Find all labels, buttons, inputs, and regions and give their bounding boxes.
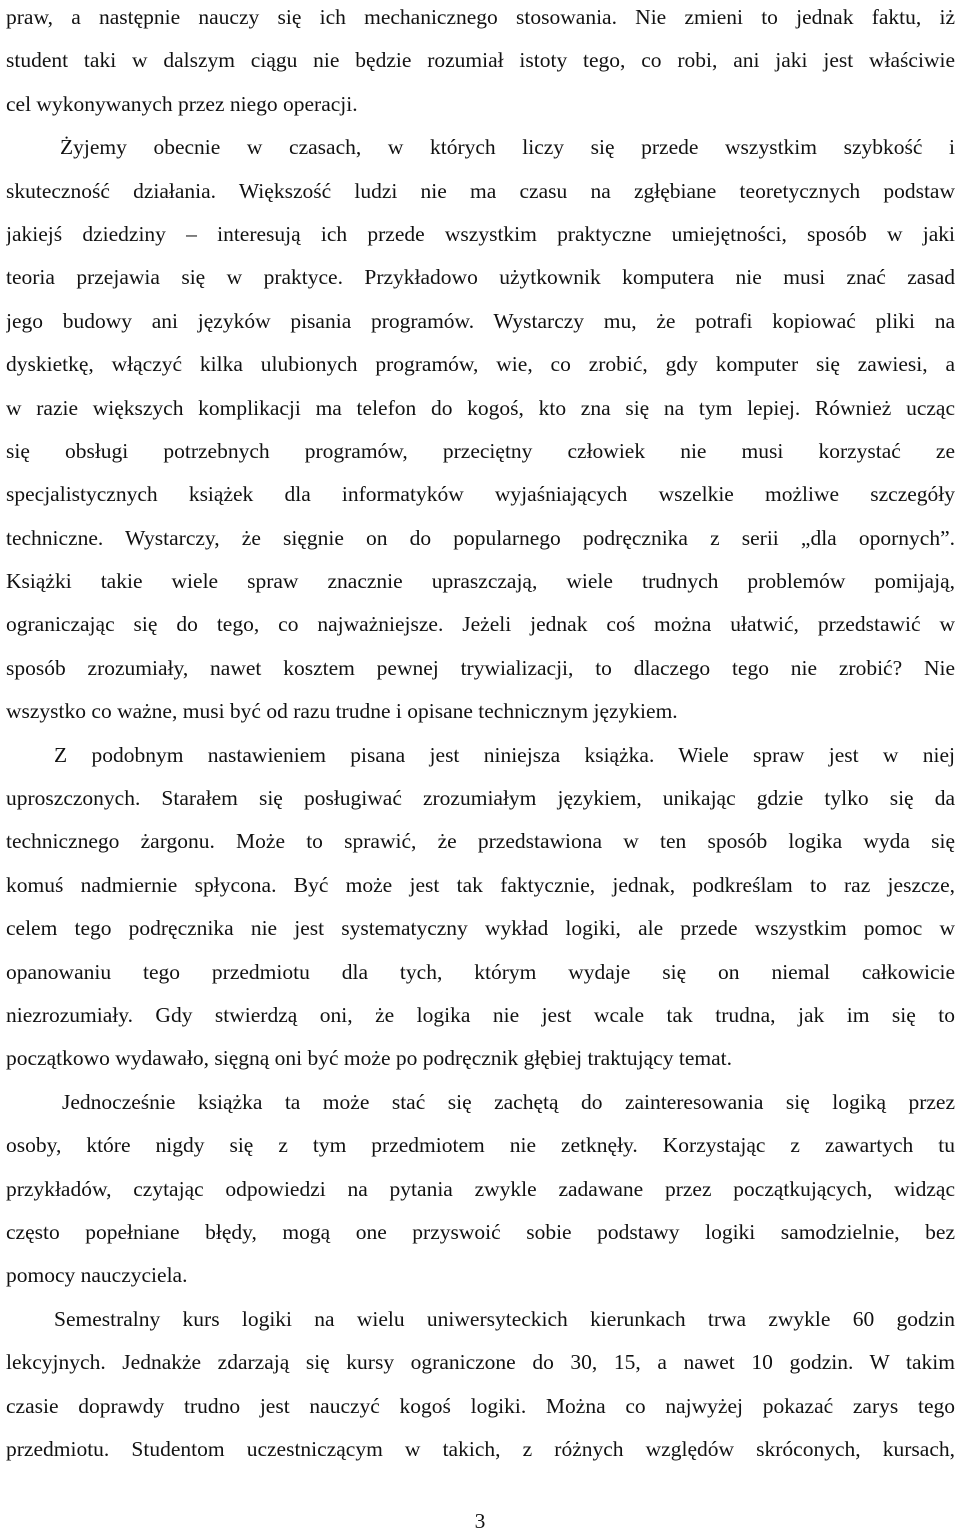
text-line: się obsługi potrzebnych programów, przeciętny człowiek nie musi korzystać ze (6, 438, 955, 463)
text-line: ograniczając się do tego, co najważniejsze. Jeżeli jednak coś można ułatwić, przedstawić w (6, 612, 955, 637)
text-line: opanowaniu tego przedmiotu dla tych, którym wydaje się on niemal całkowicie (6, 959, 955, 984)
text-line: osoby, które nigdy się z tym przedmiotem nie zetknęły. Korzystając z zawartych tu (6, 1133, 955, 1158)
text-line: przykładów, czytając odpowiedzi na pytania zwykle zadawane przez początkujących, widząc (6, 1176, 955, 1201)
text-line: lekcyjnych. Jednakże zdarzają się kursy ograniczone do 30, 15, a nawet 10 godzin. W takim (6, 1350, 955, 1375)
text-line: dyskietkę, włączyć kilka ulubionych programów, wie, co zrobić, gdy komputer się zawiesi, a (6, 352, 955, 377)
text-line: Semestralny kurs logiki na wielu uniwersyteckich kierunkach trwa zwykle 60 godzin (54, 1306, 955, 1331)
text-line: często popełniane błędy, mogą one przyswoić sobie podstawy logiki samodzielnie, bez (6, 1219, 955, 1244)
text-line: niezrozumiały. Gdy stwierdzą oni, że logika nie jest wcale tak trudna, jak im się to (6, 1002, 955, 1027)
text-line: jakiejś dziedziny – interesują ich przede wszystkim praktyczne umiejętności, sposób w jaki (6, 221, 955, 246)
text-line: student taki w dalszym ciągu nie będzie rozumiał istoty tego, co robi, ani jaki jest właściwie (6, 48, 955, 73)
text-line: przedmiotu. Studentom uczestniczącym w takich, z różnych względów skróconych, kursach, (6, 1436, 955, 1461)
text-line: Jednocześnie książka ta może stać się zachętą do zainteresowania się logiką przez (62, 1089, 955, 1114)
text-line: pomocy nauczyciela. (6, 1263, 188, 1288)
text-line: technicznego żargonu. Może to sprawić, że przedstawiona w ten sposób logika wyda się (6, 829, 955, 854)
text-line: wszystko co ważne, musi być od razu trudne i opisane technicznym językiem. (6, 699, 678, 724)
text-line: specjalistycznych książek dla informatyków wyjaśniających wszelkie możliwe szczegóły (6, 482, 955, 507)
text-line: techniczne. Wystarczy, że sięgnie on do popularnego podręcznika z serii „dla opornych”. (6, 525, 955, 550)
text-line: komuś nadmiernie spłycona. Być może jest tak faktycznie, jednak, podkreślam to raz jeszcze, (6, 872, 955, 897)
document-page (6, 0, 955, 1471)
text-line: skuteczność działania. Większość ludzi nie ma czasu na zgłębiane teoretycznych podstaw (6, 178, 955, 203)
text-line: praw, a następnie nauczy się ich mechanicznego stosowania. Nie zmieni to jednak faktu, iż (6, 5, 955, 29)
text-line: celem tego podręcznika nie jest systematyczny wykład logiki, ale przede wszystkim pomoc w (6, 916, 955, 941)
text-line: Z podobnym nastawieniem pisana jest niniejsza książka. Wiele spraw jest w niej (54, 742, 955, 767)
text-line: początkowo wydawało, sięgną oni być może po podręcznik głębiej traktujący temat. (6, 1046, 732, 1071)
text-line: sposób zrozumiały, nawet kosztem pewnej trywializacji, to dlaczego tego nie zrobić? Nie (6, 655, 955, 680)
text-line: uproszczonych. Starałem się posługiwać zrozumiałym językiem, unikając gdzie tylko się da (6, 786, 955, 811)
text-line: teoria przejawia się w praktyce. Przykładowo użytkownik komputera nie musi znać zasad (6, 265, 955, 290)
text-line: jego budowy ani języków pisania programów. Wystarczy mu, że potrafi kopiować pliki na (6, 308, 955, 333)
text-line: Żyjemy obecnie w czasach, w których liczy się przede wszystkim szybkość i (60, 135, 955, 160)
page-number: 3 (474, 1509, 486, 1533)
text-line: Książki takie wiele spraw znacznie upraszczają, wiele trudnych problemów pomijają, (6, 569, 955, 594)
text-line: czasie doprawdy trudno jest nauczyć kogoś logiki. Można co najwyżej pokazać zarys tego (6, 1393, 955, 1418)
text-line: w razie większych komplikacji ma telefon do kogoś, kto zna się na tym lepiej. Również ucząc (6, 395, 955, 420)
text-line: cel wykonywanych przez niego operacji. (6, 91, 358, 116)
